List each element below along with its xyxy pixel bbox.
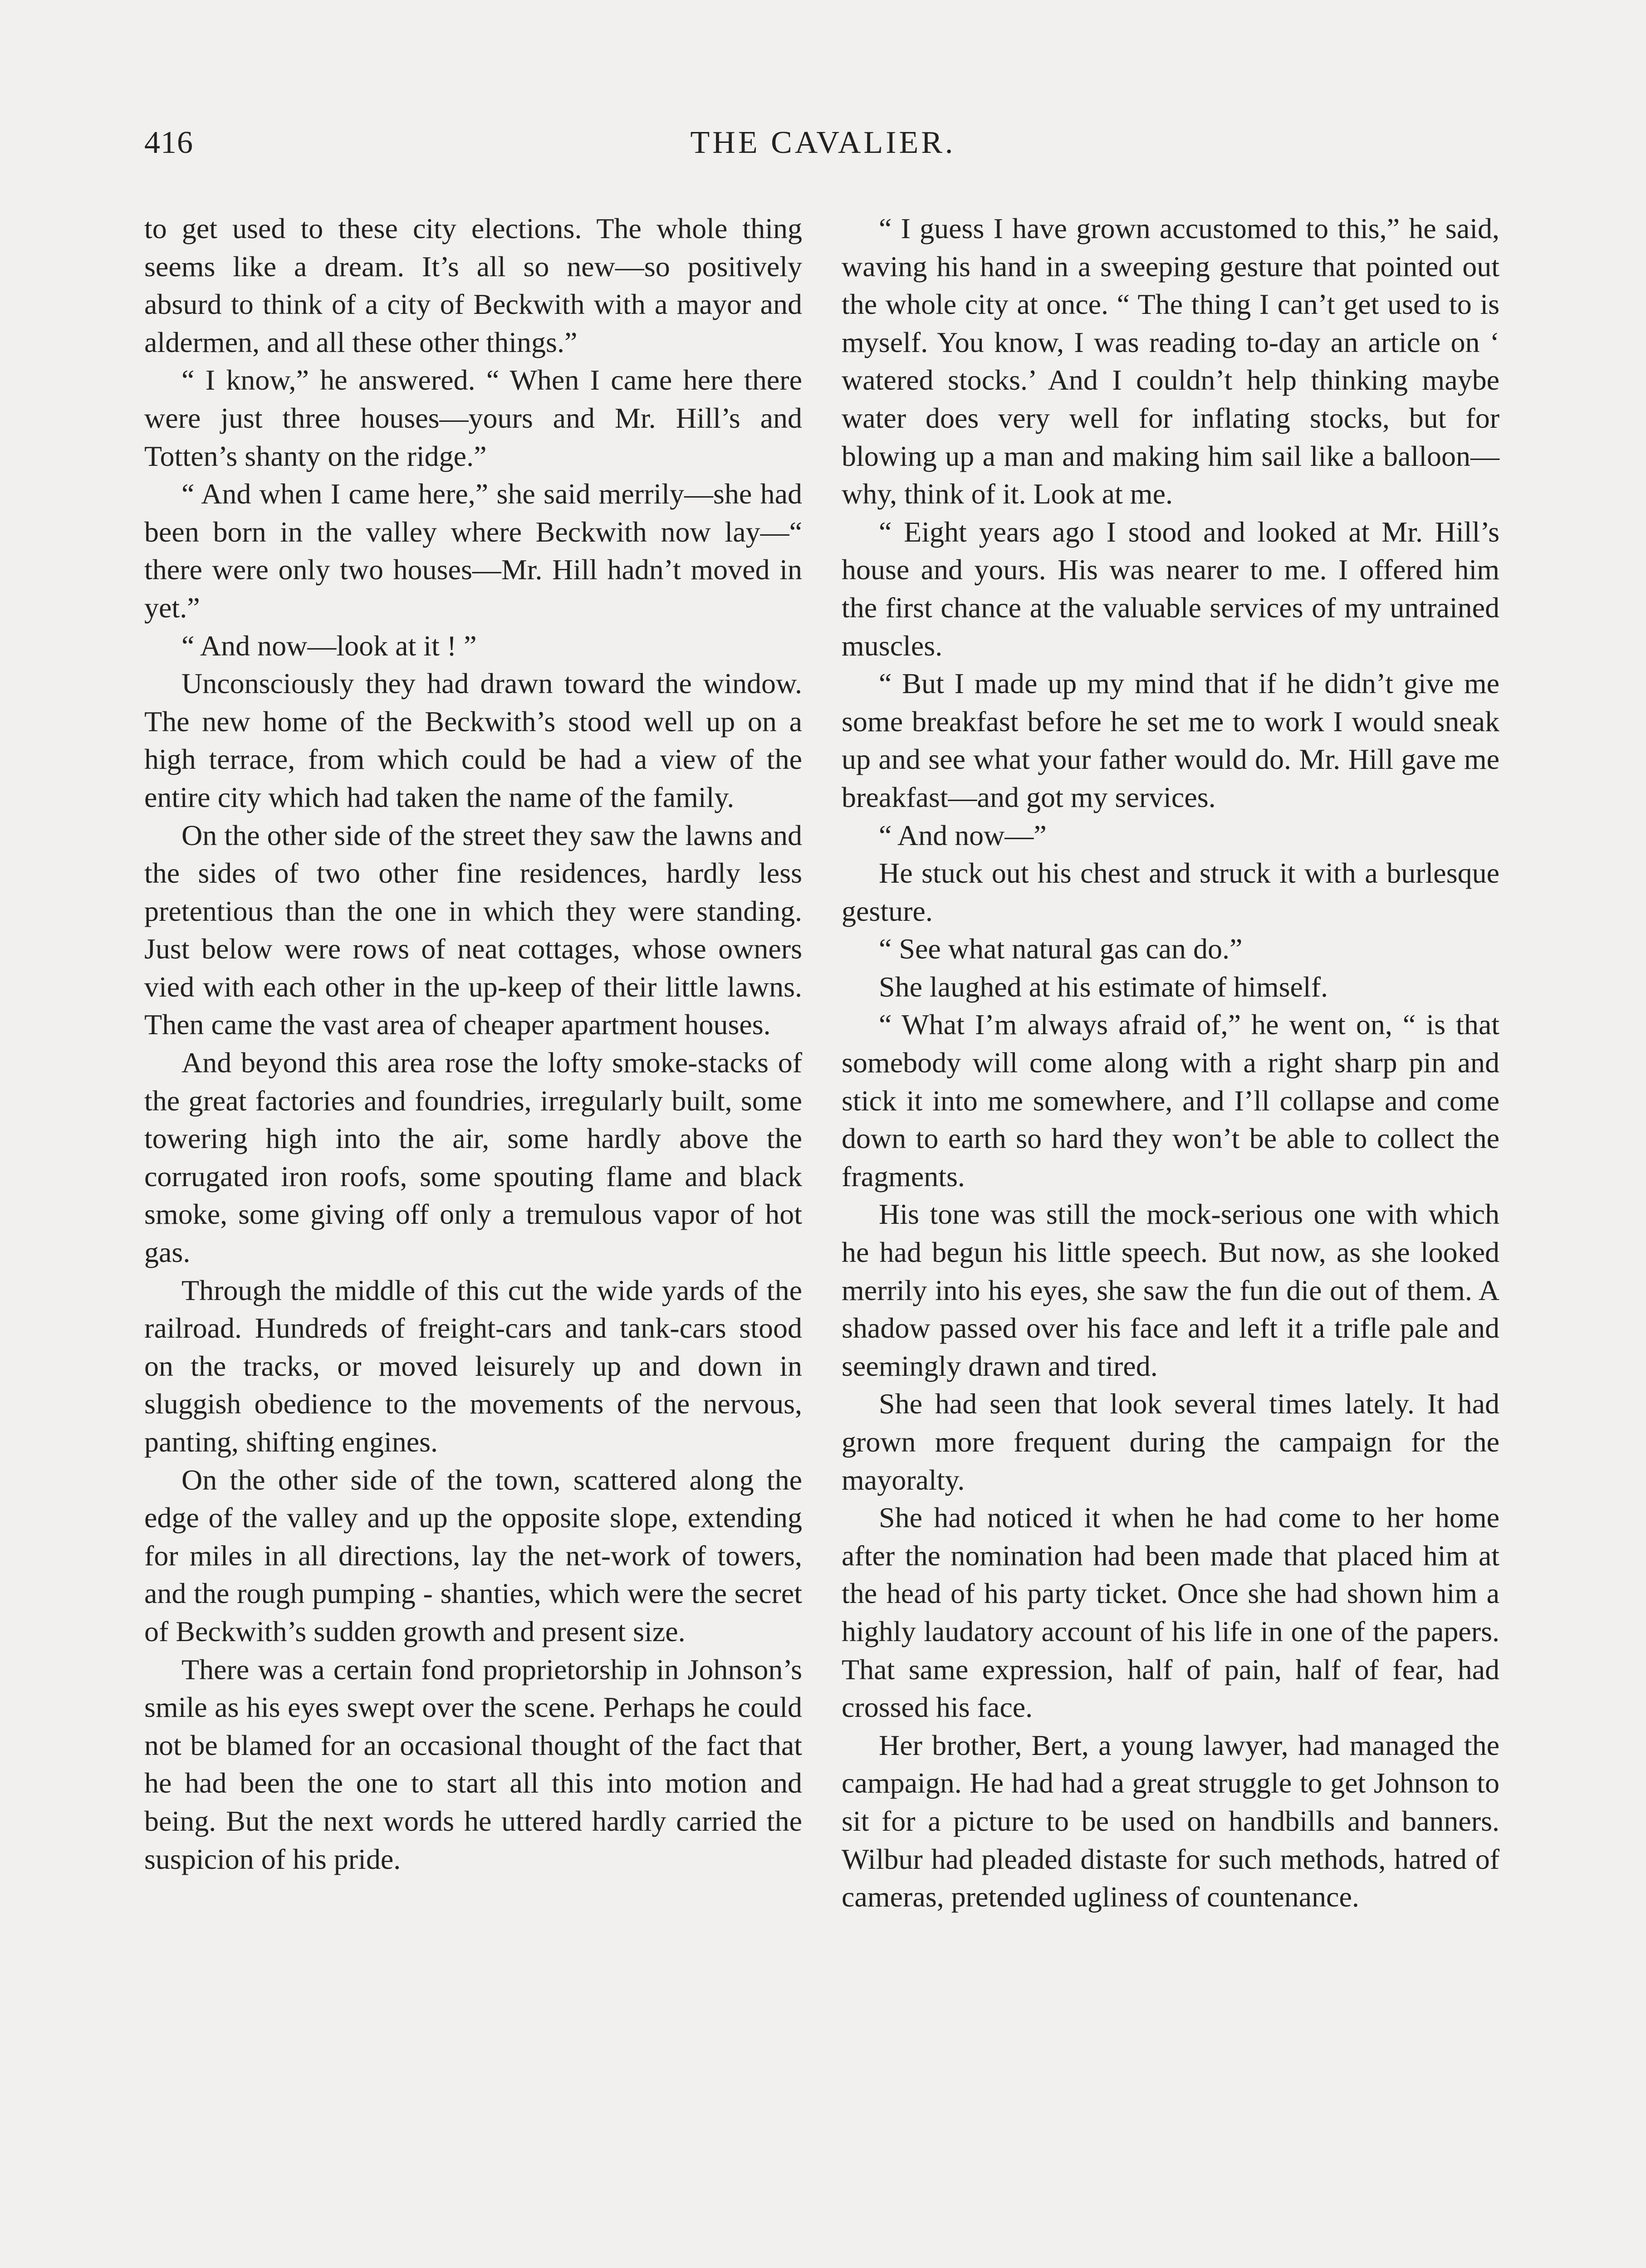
running-title: THE CAVALIER. [690,125,956,160]
paragraph: She had seen that look several times lately. It had grown more frequent during the campaign for the mayoralty. [842,1388,1499,1496]
right-column [842,210,1499,1916]
paragraph: “ I guess I have grown accustomed to this,” he said, waving his hand in a sweeping gesture that pointed out the whole city at once. “ The thing I can’t get used to is myself. You know, I was reading to-day an article on ‘ watered stocks.’ And I couldn’t help thinking maybe water does very well for inflating stocks, but for blowing up a man and making him sail like a balloon—why, think of it. Look at me. [842,212,1499,510]
paragraph: And beyond this area rose the lofty smoke-stacks of the great factories and foundries, irregularly built, some towering high into the air, some hardly above the corrugated iron roofs, some spouting flame and black smoke, some giving off only a tremulous vapor of hot gas. [144,1046,802,1269]
paragraph: He stuck out his chest and struck it with a burlesque gesture. [842,857,1499,927]
paragraph: to get used to these city elections. The whole thing seems like a dream. It’s all so new—so positively absurd to think of a city of Beckwith with a mayor and aldermen, and all these other things.” [144,212,802,358]
paragraph: “ Eight years ago I stood and looked at Mr. Hill’s house and yours. His was nearer to me. I offered him the first chance at the valuable services of my untrained muscles. [842,515,1499,662]
paragraph: Through the middle of this cut the wide yards of the railroad. Hundreds of freight-cars and tank-cars stood on the tracks, or moved leisurely up and down in sluggish obedience to the movements of the nervous, panting, shifting engines. [144,1274,802,1458]
paragraph: “ I know,” he answered. “ When I came here there were just three houses—yours and Mr. Hill’s and Totten’s shanty on the ridge.” [144,364,802,472]
paragraph: Her brother, Bert, a young lawyer, had managed the campaign. He had had a great struggle to get Johnson to sit for a picture to be used on handbills and banners. Wilbur had pleaded distaste for such methods, hatred of cameras, pretended ugliness of countenance. [842,1729,1499,1913]
left-column [144,210,802,1878]
paragraph: She had noticed it when he had come to her home after the nomination had been made that placed him at the head of his party ticket. Once she had shown him a highly laudatory account of his life in one of the papers. That same expression, half of pain, half of fear, had crossed his face. [842,1501,1499,1724]
paragraph: “ See what natural gas can do.” [879,933,1243,965]
page-number: 416 [144,125,193,160]
paragraph: “ And when I came here,” she said merrily—she had been born in the valley where Beckwith now lay—“ there were only two houses—Mr. Hill hadn’t moved in yet.” [144,478,802,624]
paragraph: “ And now—” [879,819,1047,851]
paragraph: “ But I made up my mind that if he didn’t give me some breakfast before he set me to work I would sneak up and see what your father would do. Mr. Hill gave me breakfast—and got my services. [842,667,1499,813]
paragraph: On the other side of the town, scattered along the edge of the valley and up the opposite slope, extending for miles in all directions, lay the net-work of towers, and the rough pumping - shanties, which were the secret of Beckwith’s sudden growth and present size. [144,1463,802,1647]
paragraph: “ What I’m always afraid of,” he went on, “ is that somebody will come along with a right sharp pin and stick it into me somewhere, and I’ll collapse and come down to earth so hard they won’t be able to collect the fragments. [842,1008,1499,1193]
paragraph: She laughed at his estimate of himself. [879,970,1328,1003]
paragraph: “ And now—look at it ! ” [181,629,477,662]
paragraph: On the other side of the street they saw the lawns and the sides of two other fine residences, hardly less pretentious than the one in which they were standing. Just below were rows of neat cottages, whose owners vied with each other in the up-keep of their little lawns. Then came the vast area of cheaper apartment houses. [144,819,802,1041]
page-header [0,125,1646,179]
paragraph: His tone was still the mock-serious one with which he had begun his little speech. But now, as she looked merrily into his eyes, she saw the fun die out of them. A shadow passed over his face and left it a trifle pale and seemingly drawn and tired. [842,1198,1499,1382]
paragraph: Unconsciously they had drawn toward the window. The new home of the Beckwith’s stood well up on a high terrace, from which could be had a view of the entire city which had taken the name of the family. [144,667,802,813]
paragraph: There was a certain fond proprietorship in Johnson’s smile as his eyes swept over the scene. Perhaps he could not be blamed for an occasional thought of the fact that he had been the one to start all this into motion and being. But the next words he uttered hardly carried the suspicion of his pride. [144,1653,802,1875]
